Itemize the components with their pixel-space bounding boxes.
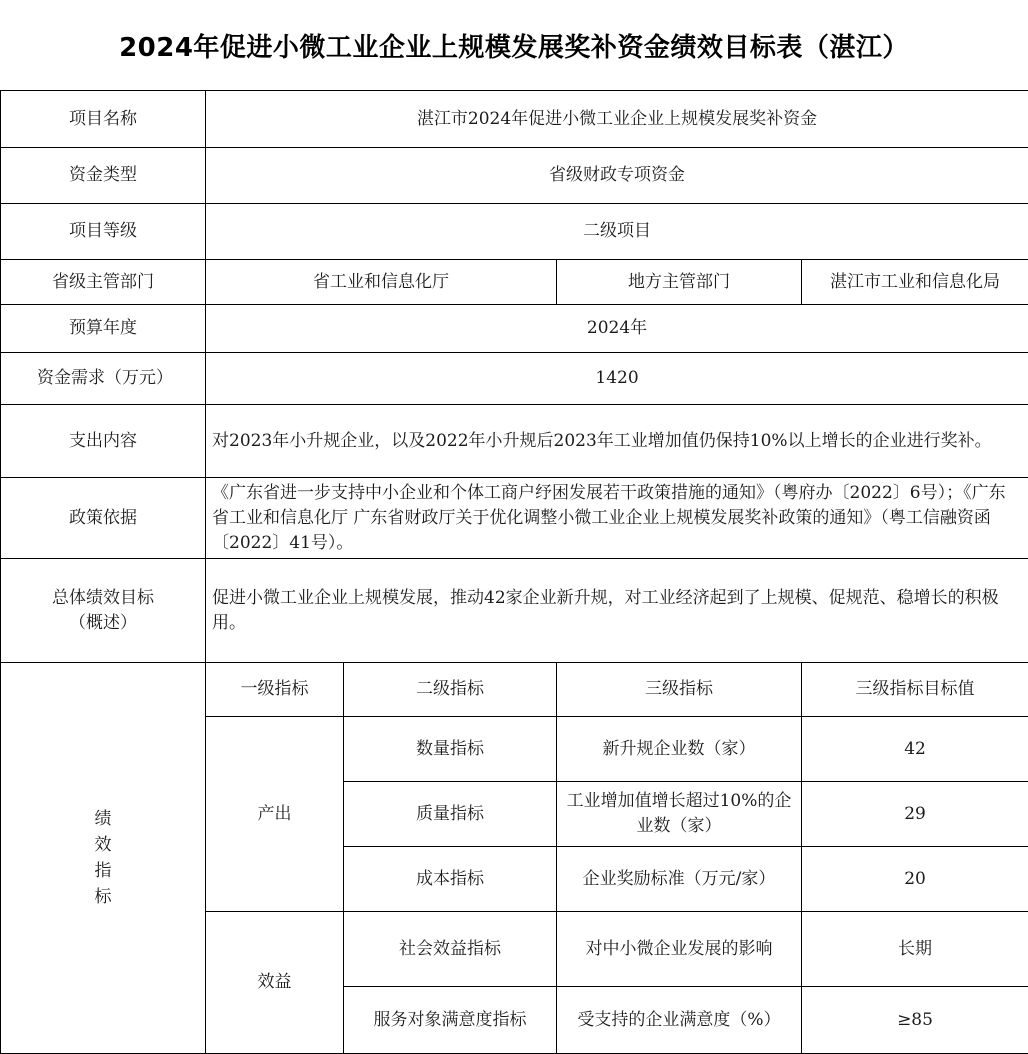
row-overall-goal [1, 559, 1028, 663]
target-cell: 20 [802, 847, 1028, 912]
row-fund-demand [1, 353, 1028, 405]
row-project-level [1, 204, 1028, 260]
value-fund-type: 省级财政专项资金 [206, 148, 1028, 204]
label-overall-goal: 总体绩效目标（概述） [1, 559, 206, 663]
row-fund-type [1, 148, 1028, 204]
level1-benefit: 效益 [206, 912, 344, 1054]
row-project-name [1, 91, 1028, 148]
level1-output: 产出 [206, 717, 344, 912]
header-level2: 二级指标 [344, 663, 557, 717]
level3-cell: 新升规企业数（家） [557, 717, 802, 782]
performance-table [0, 90, 1028, 1054]
value-policy-basis: 《广东省进一步支持中小企业和个体工商户纾困发展若干政策措施的通知》（粤府办〔2022〕6号）；《广东省工业和信息化厅 广东省财政厅关于优化调整小微工业企业上规模发展奖补政策的通知》（粤工信融资函〔2022〕41号）。 [206, 478, 1028, 559]
target-cell: 29 [802, 782, 1028, 847]
header-level1: 一级指标 [206, 663, 344, 717]
label-fund-type: 资金类型 [1, 148, 206, 204]
row-departments [1, 260, 1028, 305]
label-project-level: 项目等级 [1, 204, 206, 260]
value-project-level: 二级项目 [206, 204, 1028, 260]
value-fund-demand: 1420 [206, 353, 1028, 405]
label-performance-indicators [1, 663, 206, 1054]
row-policy-basis [1, 478, 1028, 559]
value-local-dept: 湛江市工业和信息化局 [802, 260, 1028, 305]
label-local-dept: 地方主管部门 [557, 260, 802, 305]
value-project-name: 湛江市2024年促进小微工业企业上规模发展奖补资金 [206, 91, 1028, 148]
target-cell: 长期 [802, 912, 1028, 987]
level3-cell: 对中小微企业发展的影响 [557, 912, 802, 987]
document-title: 2024年促进小微工业企业上规模发展奖补资金绩效目标表（湛江） [0, 0, 1028, 90]
level2-cell: 社会效益指标 [344, 912, 557, 987]
level3-cell: 企业奖励标准（万元/家） [557, 847, 802, 912]
row-indicator-headers [1, 663, 1028, 717]
level3-cell: 工业增加值增长超过10%的企业数（家） [557, 782, 802, 847]
level3-cell: 受支持的企业满意度（%） [557, 987, 802, 1054]
label-project-name: 项目名称 [1, 91, 206, 148]
row-budget-year [1, 305, 1028, 353]
value-expenditure: 对2023年小升规企业，以及2022年小升规后2023年工业增加值仍保持10%以上增长的企业进行奖补。 [206, 405, 1028, 478]
level2-cell: 质量指标 [344, 782, 557, 847]
label-budget-year: 预算年度 [1, 305, 206, 353]
level2-cell: 数量指标 [344, 717, 557, 782]
value-provincial-dept: 省工业和信息化厅 [206, 260, 557, 305]
label-expenditure: 支出内容 [1, 405, 206, 478]
performance-indicators-text: 绩效指标 [93, 806, 113, 910]
label-policy-basis: 政策依据 [1, 478, 206, 559]
header-target: 三级指标目标值 [802, 663, 1028, 717]
target-cell: ≥85 [802, 987, 1028, 1054]
value-overall-goal: 促进小微工业企业上规模发展，推动42家企业新升规，对工业经济起到了上规模、促规范、稳增长的积极用。 [206, 559, 1028, 663]
label-fund-demand: 资金需求（万元） [1, 353, 206, 405]
target-cell: 42 [802, 717, 1028, 782]
level2-cell: 服务对象满意度指标 [344, 987, 557, 1054]
label-provincial-dept: 省级主管部门 [1, 260, 206, 305]
value-budget-year: 2024年 [206, 305, 1028, 353]
row-expenditure [1, 405, 1028, 478]
header-level3: 三级指标 [557, 663, 802, 717]
level2-cell: 成本指标 [344, 847, 557, 912]
